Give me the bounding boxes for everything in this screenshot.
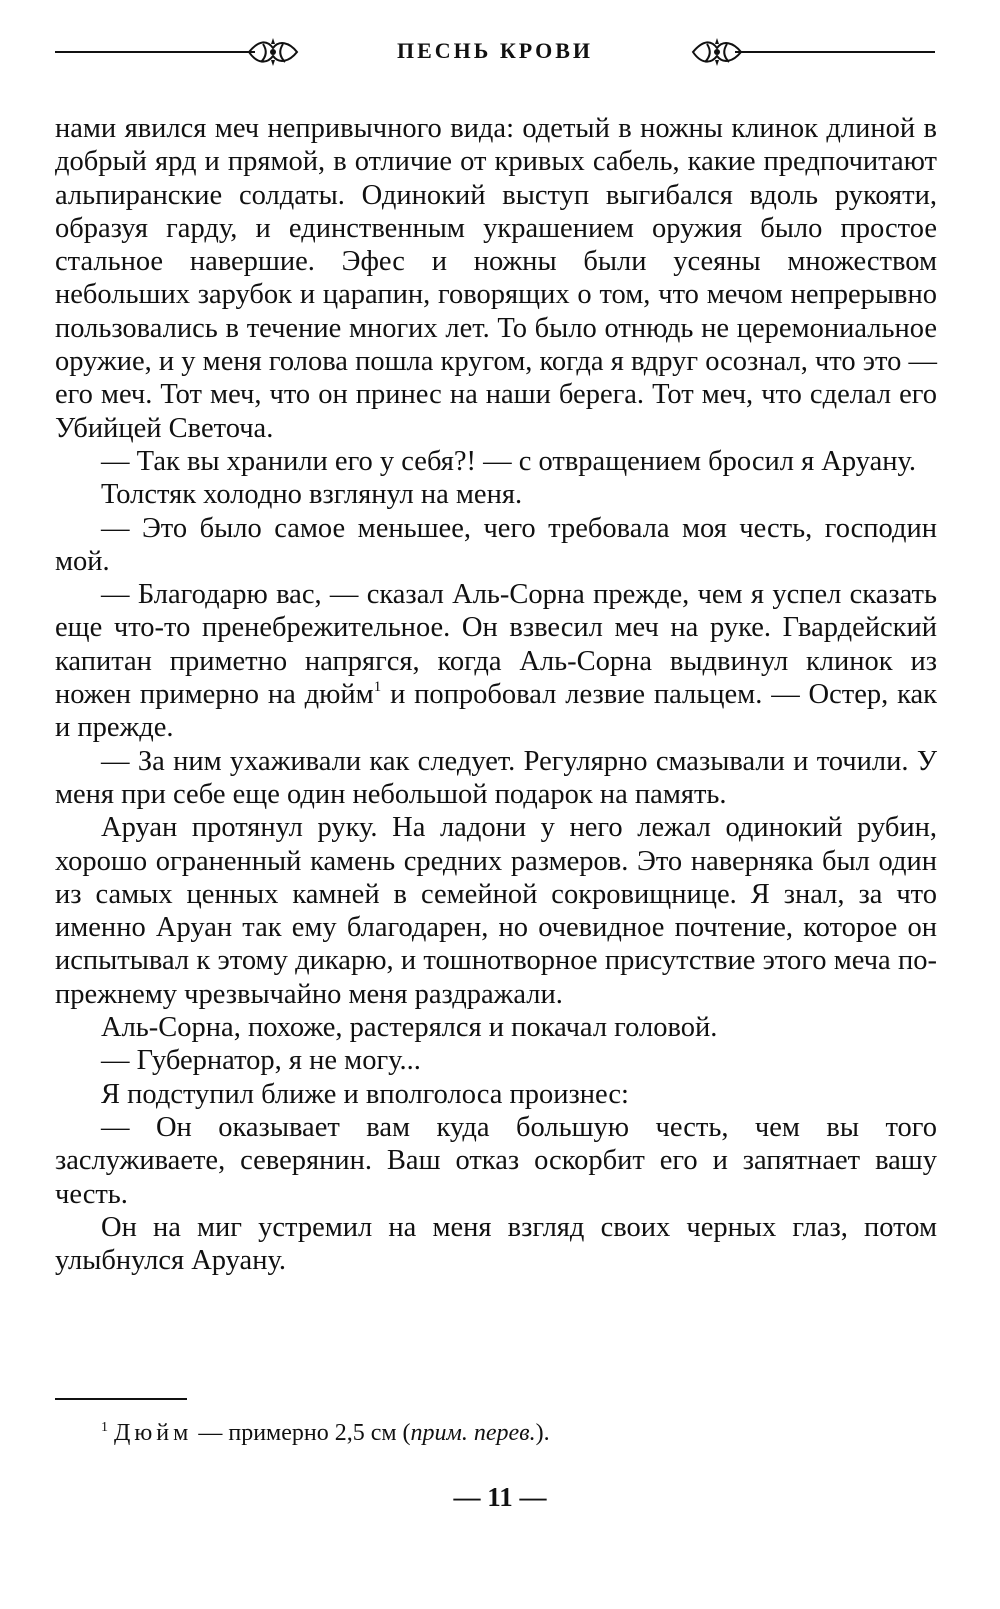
paragraph-text: — Благодарю вас, — сказал Аль-Сорна прежде, чем я успел сказать еще что-то пренебрежительное. Он взвесил меч на руке. Гвардейский капитан приметно напрягся, когда Аль-Сорна выдвинул клинок из ножен примерно на дюйм xyxy=(55,579,937,711)
footnote-close: ). xyxy=(535,1420,550,1446)
paragraph: Аль-Сорна, похоже, растерялся и покачал головой. xyxy=(101,1012,718,1044)
page-number: — 11 — xyxy=(453,1482,547,1512)
footnote-reference[interactable]: 1 xyxy=(373,679,382,696)
paragraph: — Он оказывает вам куда большую честь, чем вы того заслуживаете, северянин. Ваш отказ оскорбит его и запятнает вашу честь. xyxy=(55,1111,937,1210)
footnote-divider xyxy=(55,1398,187,1400)
body-text xyxy=(55,112,937,1277)
header-title: ПЕСНЬ КРОВИ xyxy=(397,38,593,63)
paragraph: Он на миг устремил на меня взгляд своих черных глаз, потом улыбнулся Аруану. xyxy=(55,1211,937,1277)
paragraph: — Губернатор, я не могу... xyxy=(101,1045,421,1077)
paragraph-text: и попробовал лезвие пальцем. — Остер, как и прежде. xyxy=(55,679,938,744)
footnote-text: — примерно 2,5 см ( xyxy=(192,1420,411,1446)
paragraph xyxy=(55,578,937,744)
paragraph: Я подступил ближе и вполголоса произнес: xyxy=(101,1078,629,1110)
footnote-note: прим. перев. xyxy=(410,1420,536,1446)
paragraph: Аруан протянул руку. На ладони у него лежал одинокий рубин, хорошо ограненный камень средних размеров. Это наверняка был один из самых ценных камней в семейной сокровищнице. Я знал, за что именно Аруан так ему благодарен, но очевидное почтение, которое он испытывал к этому дикарю, и тошнотворное присутствие этого меча по-прежнему чрезвычайно меня раздражали. xyxy=(55,812,937,1010)
running-header xyxy=(55,30,935,74)
paragraph: — Так вы хранили его у себя?! — с отвращением бросил я Аруану. xyxy=(101,445,917,477)
footnote-term: Дюйм xyxy=(114,1420,193,1446)
header-rule-right xyxy=(735,51,935,53)
footnote xyxy=(101,1419,550,1447)
paragraph: нами явился меч непривычного вида: одетый в ножны клинок длиной в добрый ярд и прямой, в отличие от кривых сабель, какие предпочитают альпиранские солдаты. Одинокий выступ выгибался вдоль рукояти, образуя гарду, и единственным украшением оружия было простое стальное навершие. Эфес и ножны были усеяны множеством небольших зарубок и царапин, говорящих о том, что мечом непрерывно пользовались в течение многих лет. То было отнюдь не церемониальное оружие, и у меня голова пошла кругом, когда я вдруг осознал, что это — его меч. Тот меч, что он принес на наши берега. Тот меч, что сделал его Убийцей Светоча. xyxy=(55,113,937,444)
paragraph: Толстяк холодно взглянул на меня. xyxy=(101,479,523,511)
paragraph: — Это было самое меньшее, чего требовала моя честь, господин мой. xyxy=(55,512,937,577)
paragraph: — За ним ухаживали как следует. Регулярно смазывали и точили. У меня при себе еще один небольшой подарок на память. xyxy=(55,745,937,810)
footnote-mark: 1 xyxy=(101,1420,108,1435)
